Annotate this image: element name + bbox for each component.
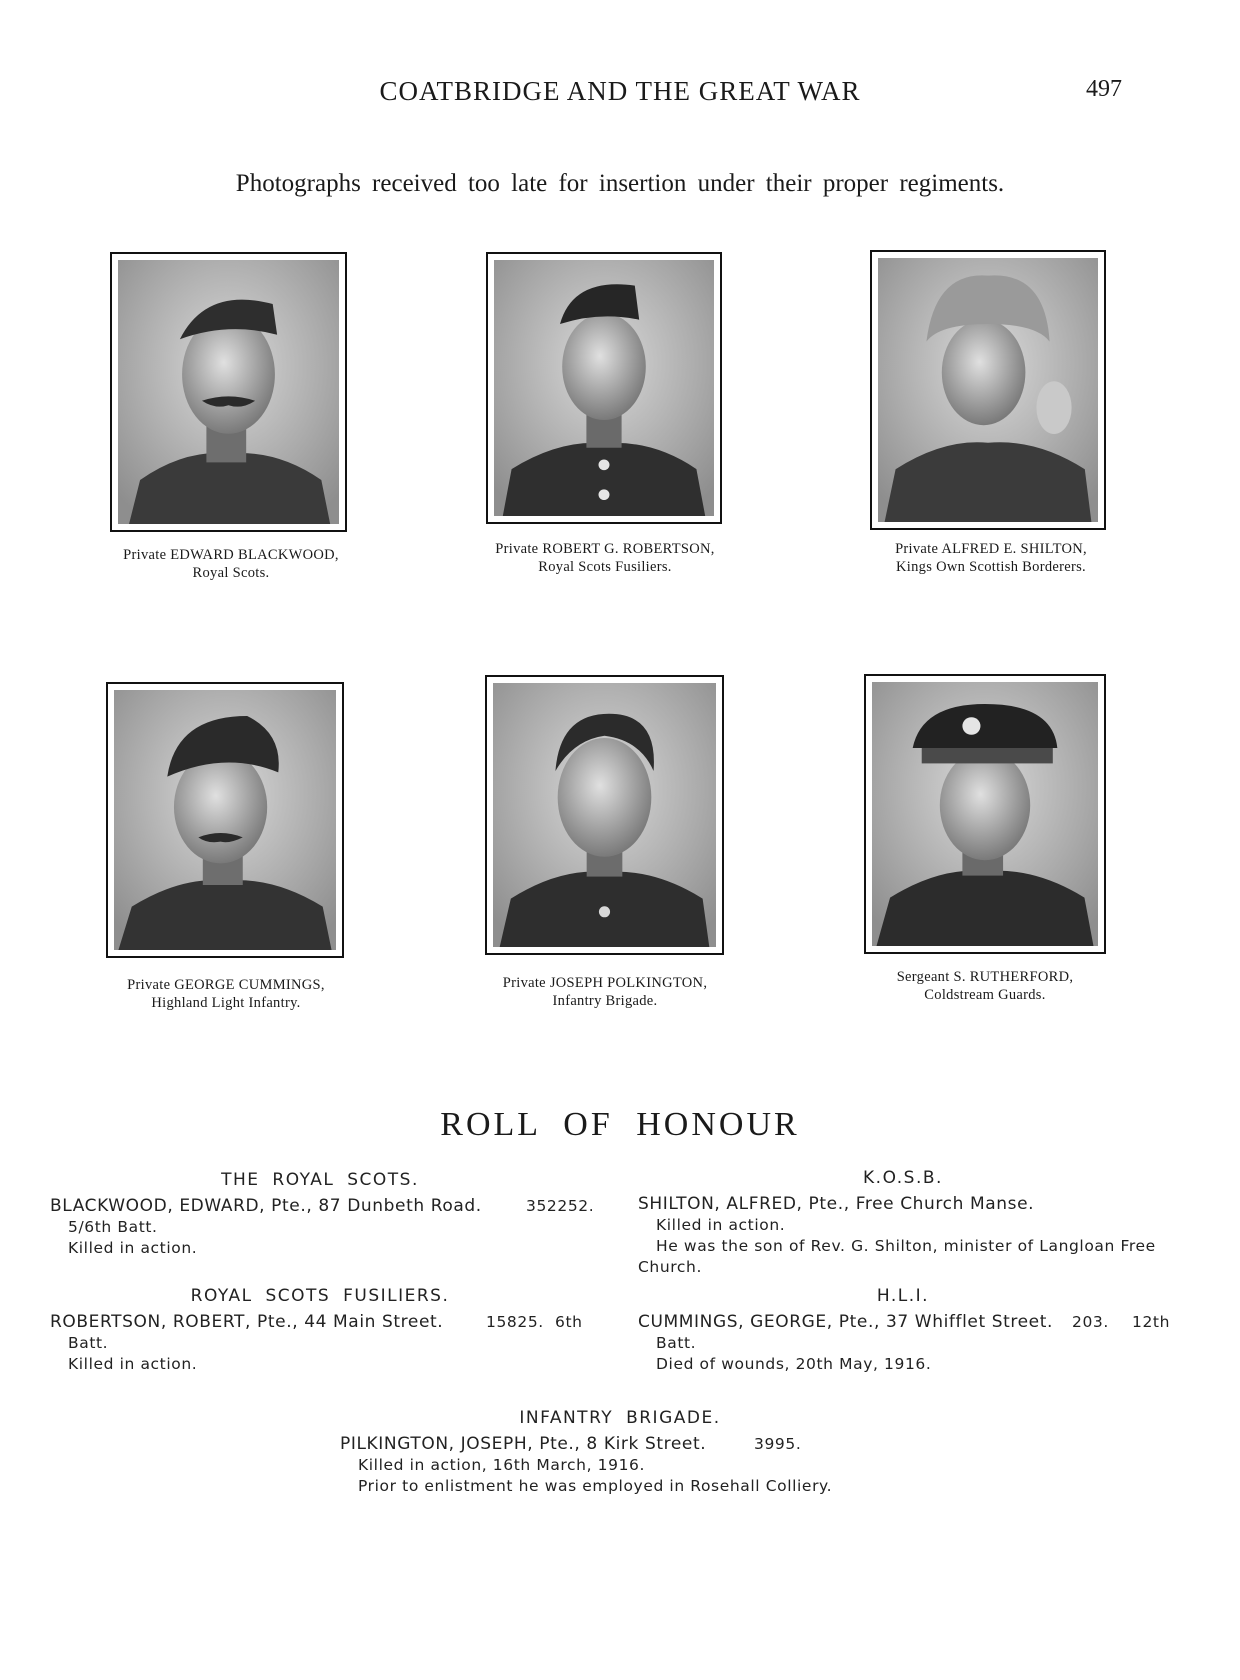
caption-name: Private JOSEPH POLKINGTON, xyxy=(502,975,708,991)
caption-regiment: Highland Light Infantry. xyxy=(151,995,301,1011)
entry-battalion: Batt. xyxy=(68,1334,109,1352)
caption-regiment: Royal Scots. xyxy=(192,565,270,581)
entry-fate: Killed in action, 16th March, 1916. xyxy=(358,1456,646,1474)
portrait-photo-polkington xyxy=(485,675,724,955)
caption-blackwood xyxy=(96,546,366,582)
caption-name: Private ALFRED E. SHILTON, xyxy=(895,541,1087,557)
section-royal-scots-fusiliers xyxy=(50,1286,590,1375)
section-kosb xyxy=(638,1168,1168,1278)
regiment-heading: INFANTRY BRIGADE. xyxy=(519,1408,721,1428)
caption-regiment: Coldstream Guards. xyxy=(924,987,1046,1003)
entry-battalion: 5/6th Batt. xyxy=(68,1218,158,1236)
caption-cummings xyxy=(96,976,356,1012)
portrait-photo-blackwood xyxy=(110,252,347,532)
service-number: 3995. xyxy=(754,1435,802,1453)
section-royal-scots xyxy=(50,1170,595,1259)
caption-name: Private ROBERT G. ROBERTSON, xyxy=(495,541,715,557)
entry-note: He was the son of Rev. G. Shilton, minister of Langloan Free xyxy=(656,1237,1156,1255)
entry-fate: Killed in action. xyxy=(68,1239,198,1257)
caption-name: Sergeant S. RUTHERFORD, xyxy=(896,969,1074,985)
regiment-heading: K.O.S.B. xyxy=(863,1168,943,1188)
section-hli xyxy=(638,1286,1171,1375)
entry-name: PILKINGTON, JOSEPH, Pte., 8 Kirk Street. xyxy=(340,1434,707,1454)
entry-note-continued: Church. xyxy=(638,1258,702,1276)
unit: 12th xyxy=(1132,1313,1171,1331)
caption-rutherford xyxy=(850,968,1120,1004)
caption-robertson xyxy=(470,540,740,576)
portrait-photo-rutherford xyxy=(864,674,1106,954)
entry-name: ROBERTSON, ROBERT, Pte., 44 Main Street. xyxy=(50,1312,444,1332)
entry-name: CUMMINGS, GEORGE, Pte., 37 Whifflet Street. xyxy=(638,1312,1053,1332)
entry-name: BLACKWOOD, EDWARD, Pte., 87 Dunbeth Road. xyxy=(50,1196,482,1216)
unit: 6th xyxy=(555,1313,583,1331)
caption-regiment: Royal Scots Fusiliers. xyxy=(538,559,672,575)
running-title: COATBRIDGE AND THE GREAT WAR xyxy=(379,76,861,106)
portrait-photo-shilton xyxy=(870,250,1106,530)
service-number: 15825. xyxy=(486,1313,544,1331)
regiment-heading: H.L.I. xyxy=(876,1286,930,1306)
section-infantry-brigade xyxy=(340,1408,900,1497)
entry-fate: Killed in action. xyxy=(68,1355,198,1373)
regiment-heading: ROYAL SCOTS FUSILIERS. xyxy=(190,1286,450,1306)
page-number: 497 xyxy=(1086,76,1122,102)
portrait-photo-cummings xyxy=(106,682,344,958)
service-number: 203. xyxy=(1072,1313,1109,1331)
roll-of-honour-title: ROLL OF HONOUR xyxy=(440,1106,800,1143)
caption-shilton xyxy=(856,540,1126,576)
entry-fate: Died of wounds, 20th May, 1916. xyxy=(656,1355,932,1373)
entry-name: SHILTON, ALFRED, Pte., Free Church Manse. xyxy=(638,1194,1035,1214)
entry-fate: Killed in action. xyxy=(656,1216,786,1234)
caption-name: Private EDWARD BLACKWOOD, xyxy=(123,547,339,563)
caption-regiment: Infantry Brigade. xyxy=(552,993,658,1009)
caption-name: Private GEORGE CUMMINGS, xyxy=(127,977,325,993)
entry-note: Prior to enlistment he was employed in Rosehall Colliery. xyxy=(358,1477,833,1495)
portrait-photo-robertson xyxy=(486,252,722,524)
caption-regiment: Kings Own Scottish Borderers. xyxy=(896,559,1086,575)
regiment-heading: THE ROYAL SCOTS. xyxy=(221,1170,419,1190)
intro-text: Photographs received too late for insertion under their proper regiments. xyxy=(235,170,1005,197)
caption-polkington xyxy=(470,974,740,1010)
entry-battalion: Batt. xyxy=(656,1334,697,1352)
service-number: 352252. xyxy=(526,1197,595,1215)
